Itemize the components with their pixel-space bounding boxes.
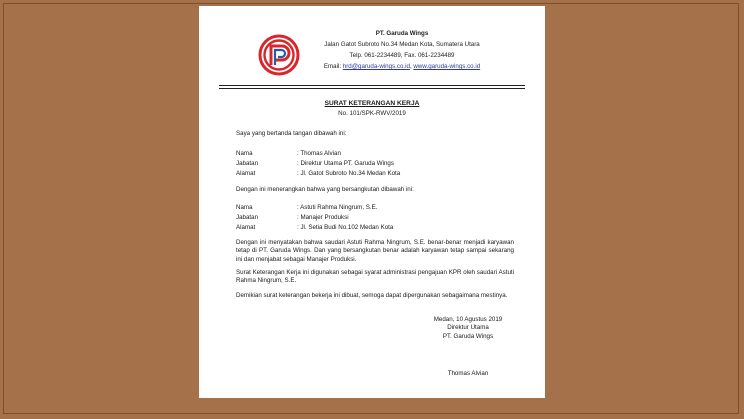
statement-text: Dengan ini menerangkan bahwa yang bersangkutan dibawah ini: — [236, 186, 414, 193]
letterhead — [309, 28, 495, 72]
paragraph-purpose: Surat Keterangan Kerja ini digunakan sebagai syarat administrasi pengajuan KPR oleh saudari Astuti Rahma Ningrum, S.E. — [236, 269, 514, 285]
employee-row — [236, 224, 526, 232]
employee-row — [236, 204, 526, 212]
signer-company: PT. Garuda Wings — [442, 332, 494, 340]
company-logo-icon — [258, 34, 300, 76]
header-divider-thick — [219, 85, 525, 86]
signer-address-value: : Jl. Gatot Subroto No.34 Medan Kota — [297, 170, 401, 177]
company-name: PT. Garuda Wings — [375, 30, 429, 37]
employee-address-label: Alamat — [236, 224, 256, 231]
employee-name-value: : Astuti Rahma Ningrum, S.E. — [297, 204, 378, 211]
employee-row — [236, 214, 526, 222]
signer-row — [236, 170, 526, 178]
company-address: Jalan Gatot Subroto No.34 Medan Kota, Sumatera Utara — [324, 41, 480, 48]
header-divider-thin — [219, 88, 525, 89]
signature-block — [413, 316, 523, 341]
place-date: Medan, 10 Agustus 2019 — [433, 316, 503, 323]
contact-separator: , — [409, 63, 412, 70]
company-contact — [309, 61, 495, 72]
signer-row — [236, 150, 526, 158]
paragraph-employment: Dengan ini menyatakan bahwa saudari Astuti Rahma Ningrum, S.E. benar-benar menjadi karyawan tetap di PT. Garuda Wings. Dan yang bersangkutan benar adalah karyawan tetap sampai sekarang ini dan menjabat sebagai Manajer Produksi. — [236, 239, 514, 263]
signer-name-label: Nama — [236, 150, 253, 157]
signatory-name: Thomas Alvian — [447, 370, 489, 377]
email-label: Email: — [323, 63, 342, 70]
intro-text: Saya yang bertanda tangan dibawah ini: — [236, 130, 347, 137]
paragraph-closing: Demikian surat keterangan bekerja ini dibuat, semoga dapat dipergunakan sebagaimana mestinya. — [236, 292, 508, 299]
signer-title: Direktur Utama — [447, 324, 489, 332]
letter-title: SURAT KETERANGAN KERJA — [324, 100, 420, 107]
company-phone: Telp. 061-2234489, Fax. 061-2234489 — [349, 52, 455, 59]
employee-name-label: Nama — [236, 204, 253, 211]
signer-position-value: : Direktur Utama PT. Garuda Wings — [297, 160, 394, 167]
signer-position-label: Jabatan — [236, 160, 259, 167]
letter-page — [199, 6, 545, 398]
employee-position-label: Jabatan — [236, 214, 259, 221]
employee-position-value: : Manajer Produksi — [297, 214, 349, 221]
letter-number: No. 101/SPK-RWV/2019 — [338, 110, 406, 117]
email-link[interactable]: hrd@garuda-wings.co.id — [342, 63, 410, 70]
website-link[interactable]: www.garuda-wings.co.id — [413, 63, 481, 70]
signer-row — [236, 160, 526, 168]
signer-address-label: Alamat — [236, 170, 256, 177]
signer-name-value: : Thomas Alvian — [297, 150, 341, 157]
employee-address-value: : Jl. Setia Budi No.102 Medan Kota — [297, 224, 394, 231]
